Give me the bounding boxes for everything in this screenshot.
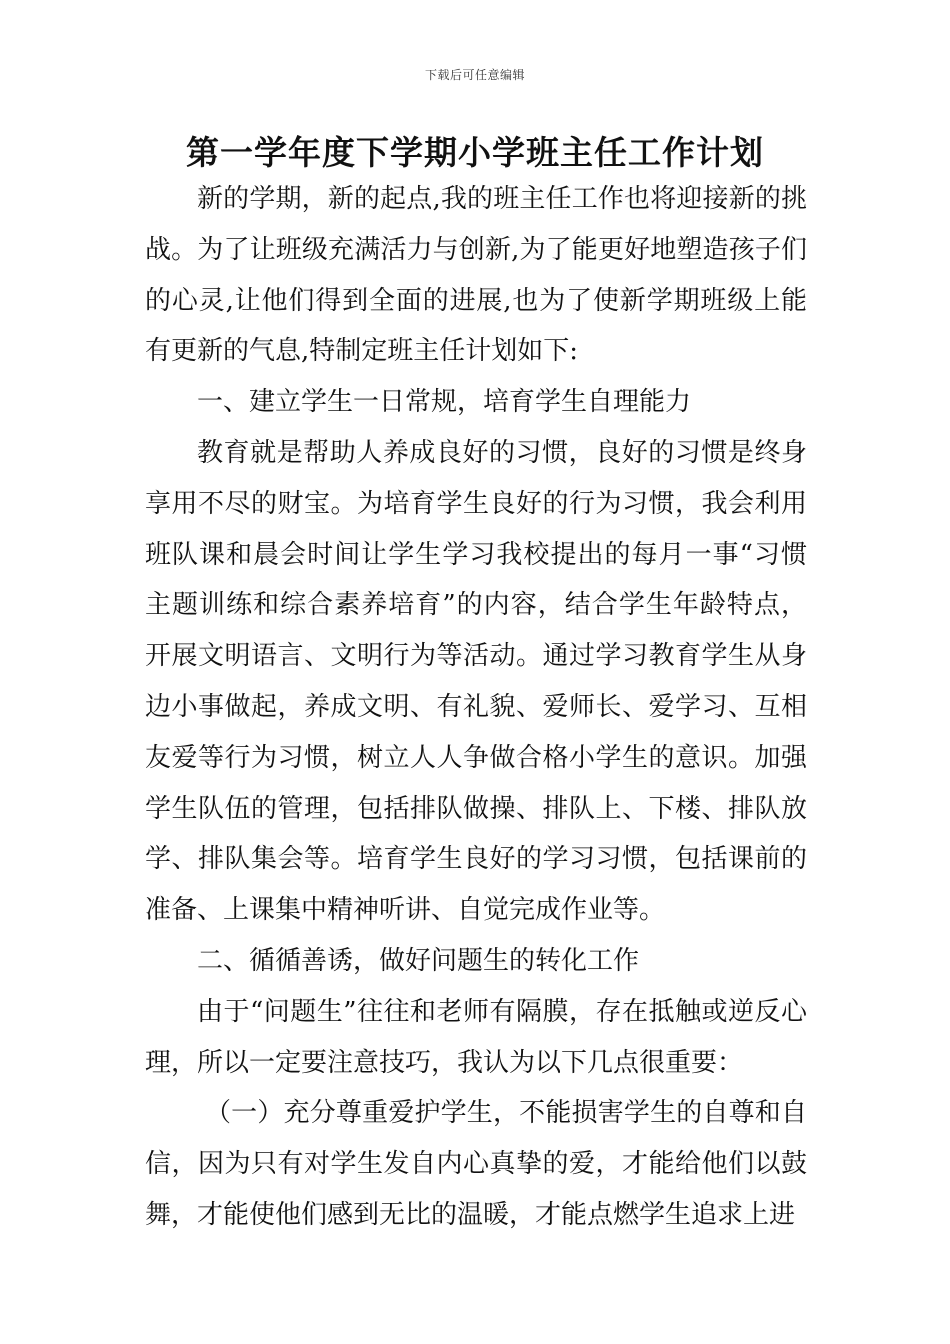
subsection-1-paragraph: （一）充分尊重爱护学生，不能损害学生的自尊和自信，因为只有对学生发自内心真挚的爱，才能给他们以鼓舞，才能使他们感到无比的温暖，才能点燃学生追求上进 <box>145 1098 807 1230</box>
section-heading-1: 一、建立学生一日常规，培育学生自理能力 <box>197 387 692 418</box>
document-title: 第一学年度下学期小学班主任工作计划 <box>186 133 764 172</box>
intro-paragraph: 新的学期，新的起点,我的班主任工作也将迎接新的挑战。为了让班级充满活力与创新,为了能更好地塑造孩子们的心灵,让他们得到全面的进展,也为了使新学期班级上能有更新的气息,特制定班主任计划如下: <box>145 184 807 367</box>
section-2-paragraph: 由于“问题生”往往和老师有隔膜，存在抵触或逆反心理，所以一定要注意技巧，我认为以下几点很重要： <box>145 996 807 1078</box>
section-heading-2: 二、循循善诱，做好问题生的转化工作 <box>197 945 640 976</box>
header-note: 下载后可任意编辑 <box>424 68 525 82</box>
section-1-paragraph: 教育就是帮助人养成良好的习惯，良好的习惯是终身享用不尽的财宝。为培育学生良好的行为习惯，我会利用班队课和晨会时间让学生学习我校提出的每月一事“习惯主题训练和综合素养培育”的内容，结合学生年龄特点，开展文明语言、文明行为等活动。通过学习教育学生从身边小事做起，养成文明、有礼貌、爱师长、爱学习、互相友爱等行为习惯，树立人人争做合格小学生的意识。加强学生队伍的管理，包括排队做操、排队上、下楼、排队放学、排队集会等。培育学生良好的学习习惯，包括课前的准备、上课集中精神听讲、自觉完成作业等。 <box>145 437 807 926</box>
document-body <box>145 174 807 1241</box>
